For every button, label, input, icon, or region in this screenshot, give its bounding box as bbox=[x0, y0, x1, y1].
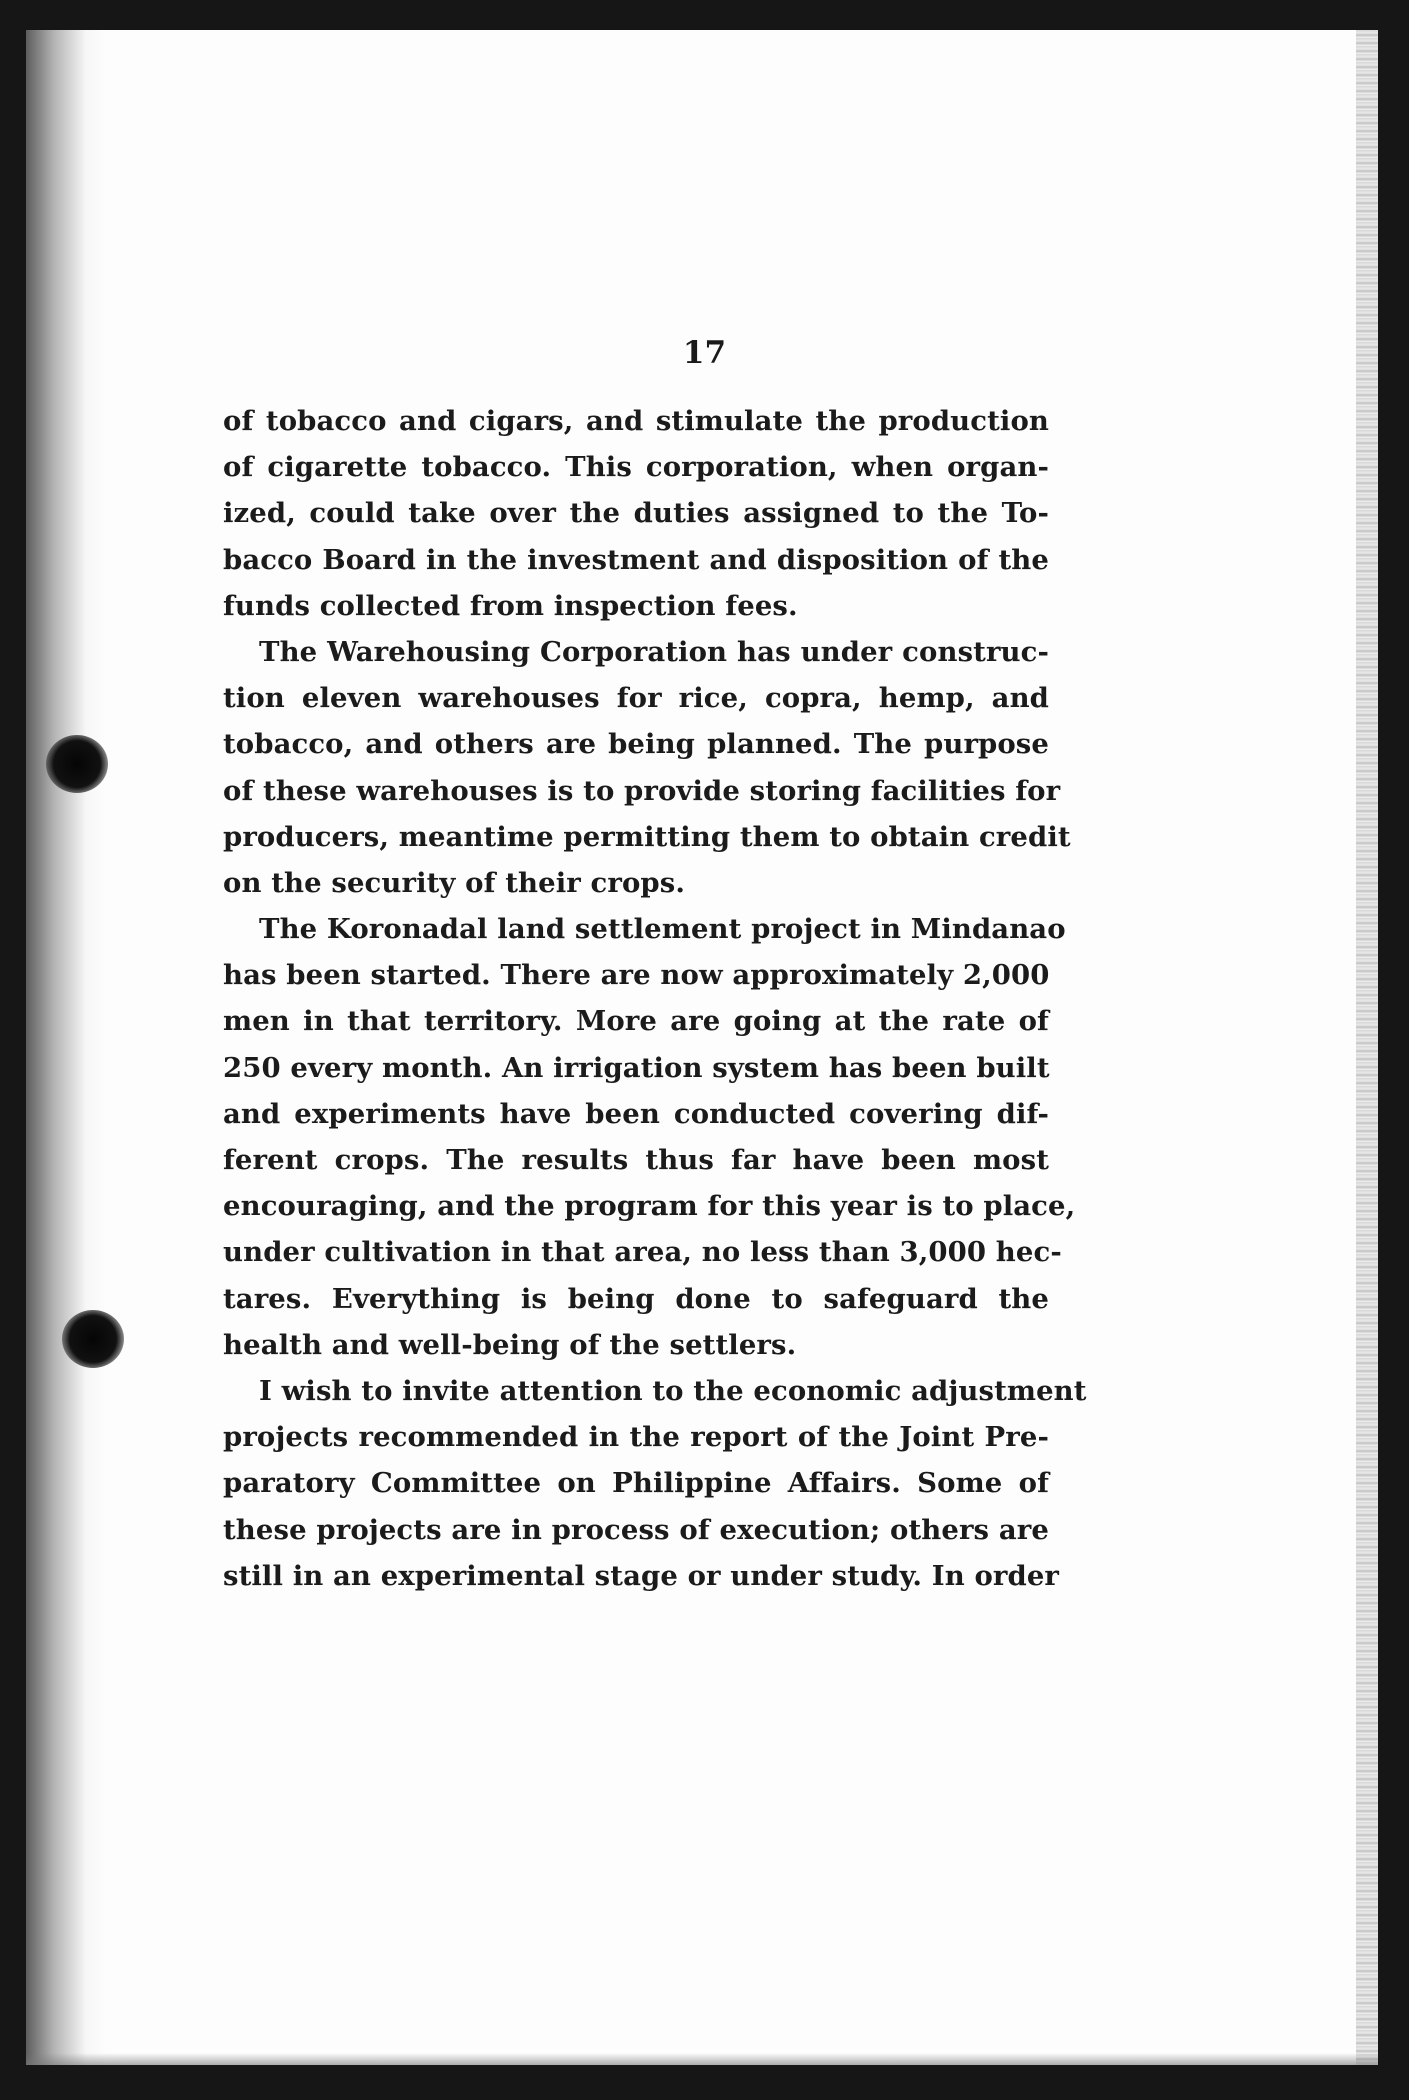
text-line: producers, meantime permitting them to obtain credit bbox=[223, 820, 1071, 853]
text-line: of cigarette tobacco. This corporation, when organ- bbox=[223, 451, 1049, 484]
text-line: ized, could take over the duties assigned to the To- bbox=[223, 497, 1049, 530]
text-line: The Warehousing Corporation has under construc- bbox=[259, 635, 1049, 668]
text-line: ferent crops. The results thus far have been most bbox=[223, 1144, 1049, 1176]
text-line: men in that territory. More are going at the rate of bbox=[223, 1005, 1049, 1038]
text-line: health and well-being of the settlers. bbox=[223, 1328, 797, 1361]
text-line: I wish to invite attention to the economic adjustment bbox=[259, 1374, 1087, 1407]
text-line: under cultivation in that area, no less than 3,000 hec- bbox=[223, 1236, 1062, 1269]
text-line: encouraging, and the program for this year is to place, bbox=[223, 1190, 1076, 1223]
text-line: of tobacco and cigars, and stimulate the production bbox=[223, 405, 1049, 437]
text-line: has been started. There are now approximately 2,000 bbox=[223, 959, 1050, 992]
text-line: on the security of their crops. bbox=[223, 866, 685, 899]
text-line: paratory Committee on Philippine Affairs. Some of bbox=[223, 1467, 1049, 1500]
text-line: these projects are in process of execution; others are bbox=[223, 1513, 1049, 1546]
document-page bbox=[26, 30, 1378, 2065]
text-line: tares. Everything is being done to safeguard the bbox=[223, 1282, 1049, 1315]
text-line: and experiments have been conducted covering dif- bbox=[223, 1097, 1049, 1130]
page-edge-bottom bbox=[26, 2053, 1378, 2065]
text-line: still in an experimental stage or under study. In order bbox=[223, 1559, 1060, 1592]
page-number: 17 bbox=[682, 335, 727, 371]
text-line: 250 every month. An irrigation system has been built bbox=[223, 1051, 1050, 1084]
text-line: tion eleven warehouses for rice, copra, hemp, and bbox=[223, 682, 1049, 715]
text-line: The Koronadal land settlement project in Mindanao bbox=[259, 913, 1066, 946]
text-line: projects recommended in the report of the Joint Pre- bbox=[223, 1421, 1049, 1454]
text-line: funds collected from inspection fees. bbox=[223, 589, 798, 622]
text-line: bacco Board in the investment and disposition of the bbox=[223, 543, 1049, 576]
text-line: of these warehouses is to provide storing facilities for bbox=[223, 774, 1061, 807]
text-line: tobacco, and others are being planned. The purpose bbox=[223, 728, 1049, 761]
body-text bbox=[223, 398, 1087, 1599]
punch-hole-icon bbox=[46, 735, 108, 793]
punch-hole-icon bbox=[62, 1310, 124, 1368]
